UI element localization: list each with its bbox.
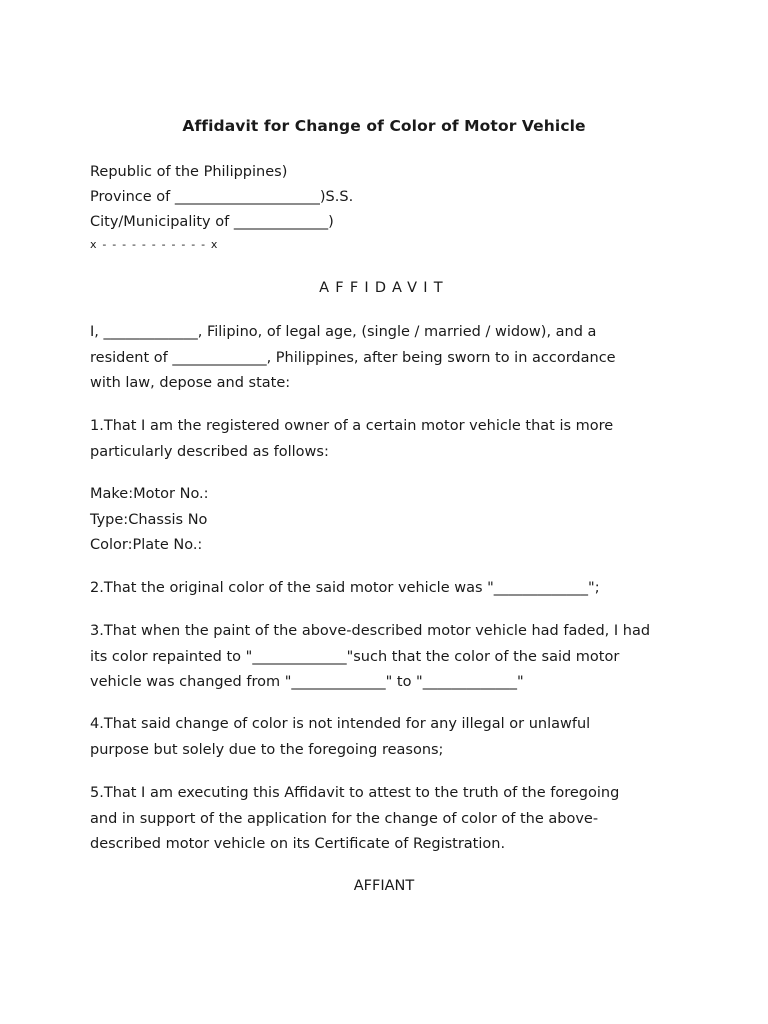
item-1-line: 1.That I am the registered owner of a certain motor vehicle that is more	[90, 418, 614, 434]
item-3-line: 3.That when the paint of the above-described motor vehicle had faded, I had	[90, 623, 651, 639]
item-3-line: its color repainted to "_____________"such that the color of the said motor	[90, 648, 620, 665]
item-5-line: 5.That I am executing this Affidavit to attest to the truth of the foregoing	[90, 785, 620, 801]
item-5-line: described motor vehicle on its Certificate of Registration.	[90, 836, 506, 852]
venue-province: Province of ____________________)S.S.	[90, 189, 354, 205]
affidavit-heading: AFFIDAVIT	[319, 280, 449, 296]
vehicle-field-type: Type:Chassis No	[90, 511, 208, 528]
venue-city: City/Municipality of _____________)	[90, 214, 334, 230]
intro-line: resident of _____________, Philippines, after being sworn to in accordance	[90, 349, 616, 366]
venue-republic: Republic of the Philippines)	[90, 164, 288, 180]
item-1-paragraph	[90, 414, 690, 465]
intro-line: with law, depose and state:	[90, 375, 291, 391]
item-5-paragraph	[90, 781, 690, 858]
document-title: Affidavit for Change of Color of Motor Vehicle	[182, 117, 586, 135]
venue-separator: x - - - - - - - - - - - x	[90, 238, 219, 251]
item-4-line: purpose but solely due to the foregoing reasons;	[90, 741, 444, 758]
venue-block	[90, 160, 353, 255]
vehicle-field-make: Make:Motor No.:	[90, 486, 209, 502]
item-4-paragraph	[90, 712, 690, 763]
item-1-line: particularly described as follows:	[90, 443, 329, 460]
item-3-paragraph	[90, 619, 690, 696]
item-5-line: and in support of the application for the change of color of the above-	[90, 810, 599, 827]
item-2-paragraph	[90, 576, 690, 602]
item-4-line: 4.That said change of color is not intended for any illegal or unlawful	[90, 716, 591, 732]
vehicle-fields	[90, 482, 690, 559]
item-3-line: vehicle was changed from "_____________" to "_____________"	[90, 674, 524, 690]
item-2-line: 2.That the original color of the said motor vehicle was "_____________";	[90, 580, 600, 596]
intro-line: I, _____________, Filipino, of legal age, (single / married / widow), and a	[90, 324, 597, 340]
intro-paragraph	[90, 320, 690, 397]
vehicle-field-color: Color:Plate No.:	[90, 537, 203, 553]
affiant-label: AFFIANT	[353, 878, 415, 894]
